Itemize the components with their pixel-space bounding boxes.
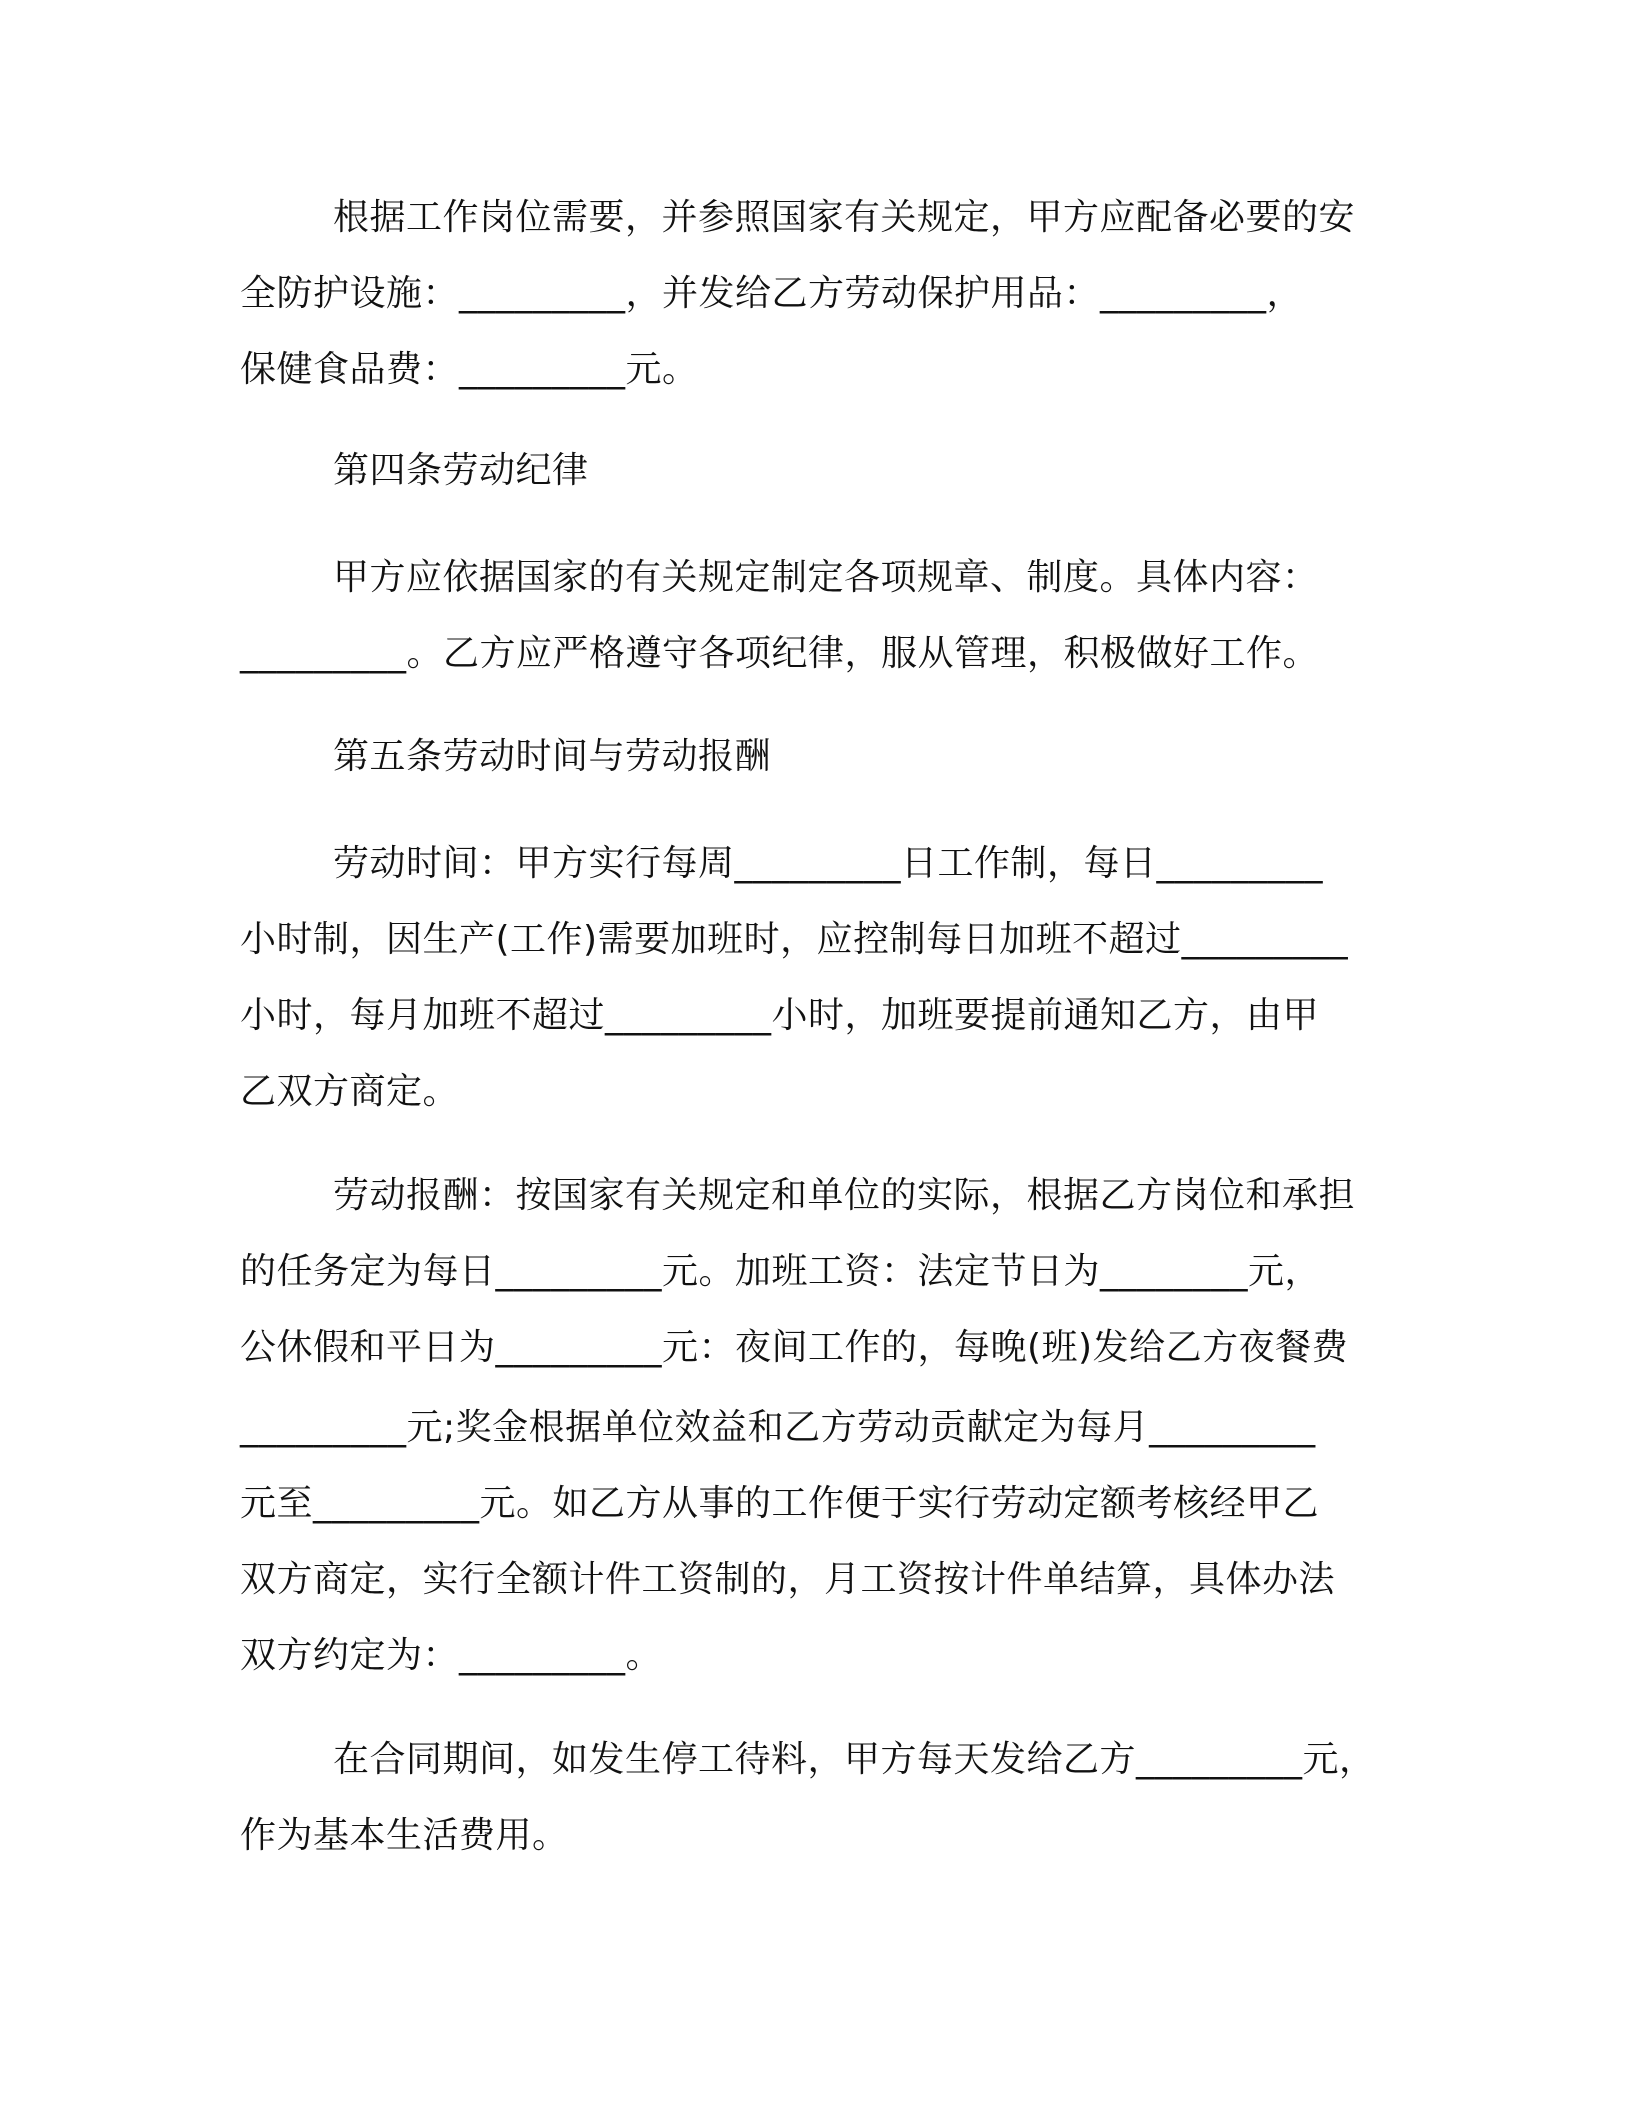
paragraph-line: 全防护设施：_________，并发给乙方劳动保护用品：_________，: [240, 273, 1304, 314]
paragraph-line: 劳动报酬：按国家有关规定和单位的实际，根据乙方岗位和承担: [333, 1175, 1356, 1216]
section-heading: 第四条劳动纪律: [333, 450, 589, 491]
paragraph-line: 双方商定，实行全额计件工资制的，月工资按计件单结算，具体办法: [240, 1559, 1336, 1600]
paragraph-line: 作为基本生活费用。: [240, 1815, 569, 1856]
paragraph-line: 甲方应依据国家的有关规定制定各项规章、制度。具体内容：: [333, 557, 1319, 598]
paragraph-line: 根据工作岗位需要，并参照国家有关规定，甲方应配备必要的安: [333, 197, 1356, 238]
paragraph-line: 在合同期间，如发生停工待料，甲方每天发给乙方_________元，: [333, 1739, 1376, 1780]
paragraph-line: 的任务定为每日_________元。加班工资：法定节日为________元，: [240, 1251, 1322, 1292]
paragraph-line: _________。乙方应严格遵守各项纪律，服从管理，积极做好工作。: [240, 633, 1320, 674]
paragraph-line: 公休假和平日为_________元：夜间工作的，每晚(班)发给乙方夜餐费: [240, 1327, 1349, 1368]
paragraph-line: 元至_________元。如乙方从事的工作便于实行劳动定额考核经甲乙: [240, 1483, 1320, 1524]
paragraph-line: 乙双方商定。: [240, 1071, 460, 1112]
paragraph-line: 保健食品费：_________元。: [240, 349, 699, 390]
paragraph-line: _________元;奖金根据单位效益和乙方劳动贡献定为每月_________: [240, 1407, 1316, 1448]
section-heading: 第五条劳动时间与劳动报酬: [333, 736, 772, 777]
paragraph-line: 小时制，因生产(工作)需要加班时，应控制每日加班不超过_________: [240, 919, 1349, 960]
paragraph-line: 双方约定为：_________。: [240, 1635, 663, 1676]
paragraph-line: 劳动时间：甲方实行每周_________日工作制，每日_________: [333, 843, 1324, 884]
paragraph-line: 小时，每月加班不超过_________小时，加班要提前通知乙方，由甲: [240, 995, 1320, 1036]
